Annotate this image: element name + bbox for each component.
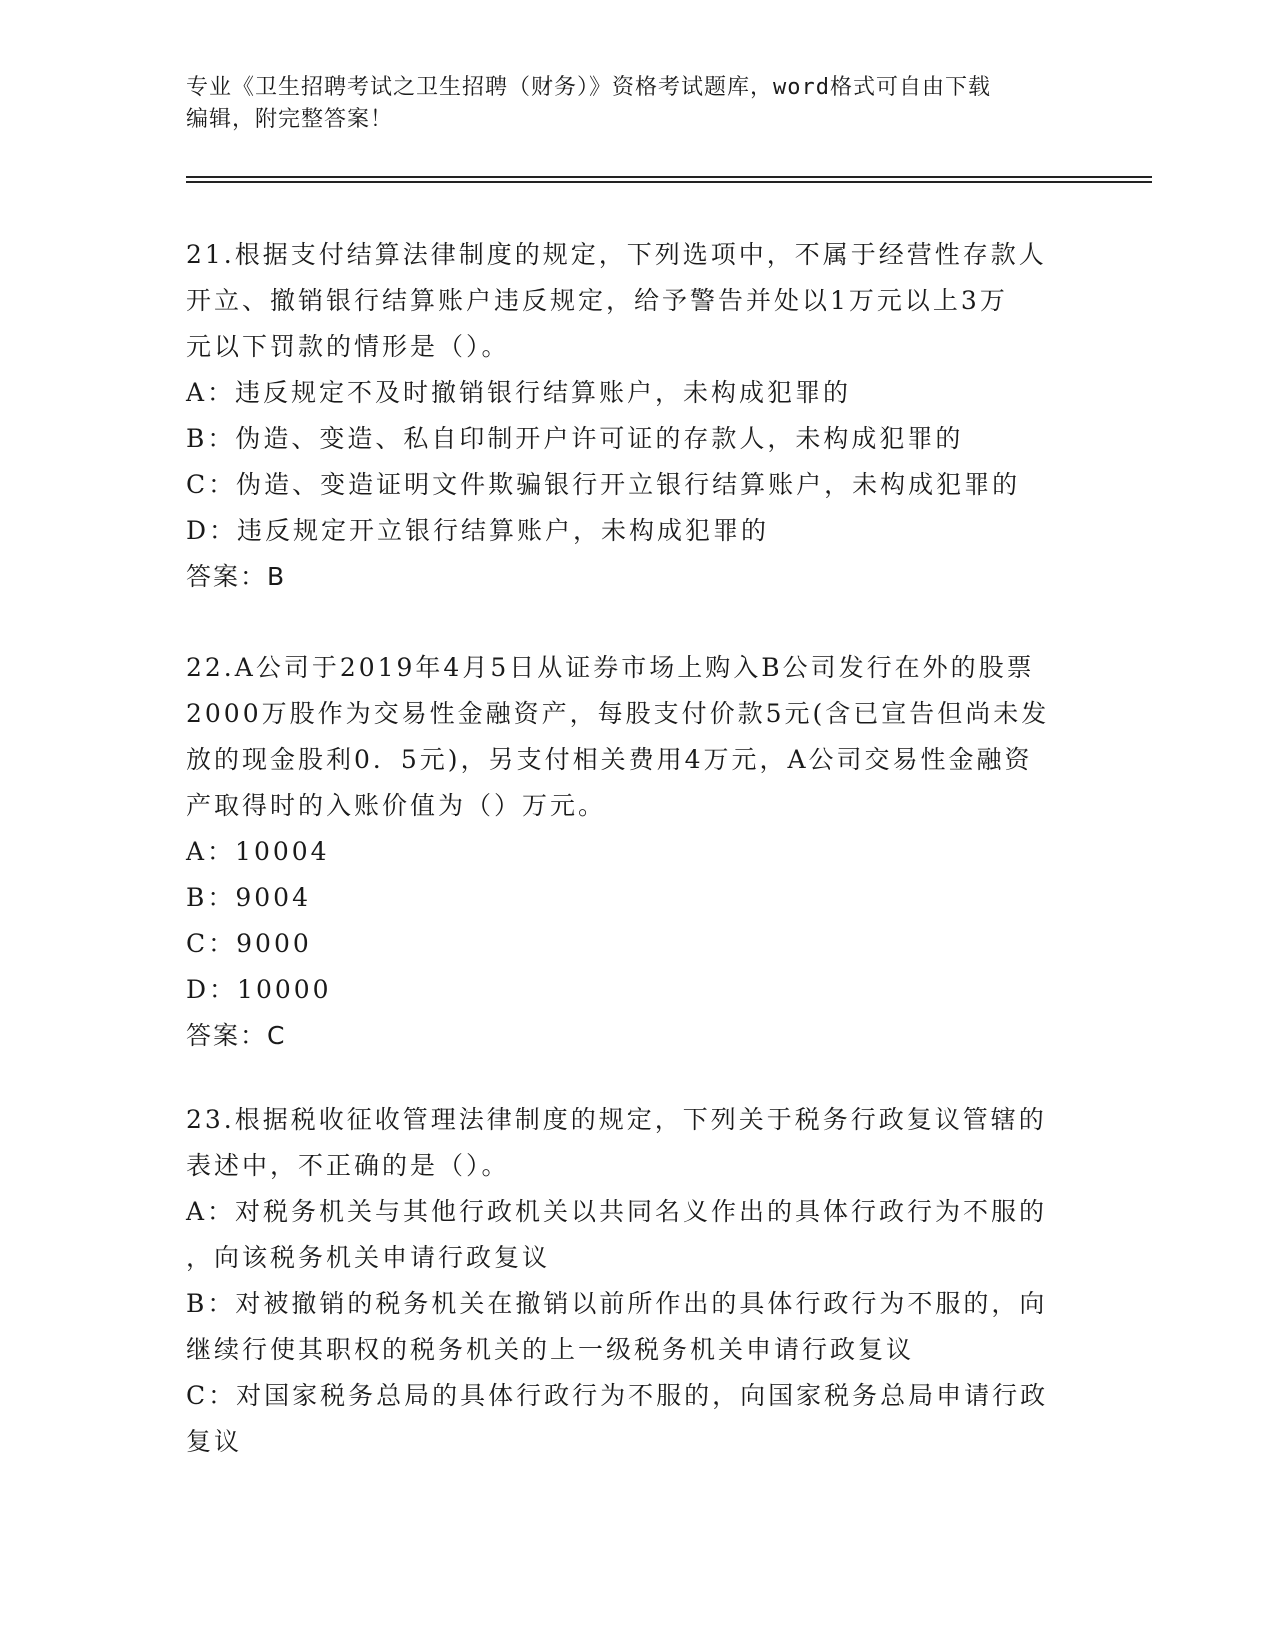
question-21 bbox=[186, 232, 1086, 600]
option-c: C：伪造、变造证明文件欺骗银行开立银行结算账户，未构成犯罪的 bbox=[186, 470, 1021, 499]
question-stem-line: 开立、撤销银行结算账户违反规定，给予警告并处以1万元以上3万 bbox=[186, 286, 1008, 315]
question-stem-line: 元以下罚款的情形是（）。 bbox=[186, 332, 510, 361]
question-stem-line: 产取得时的入账价值为（）万元。 bbox=[186, 791, 607, 820]
answer-line: 答案：B bbox=[186, 562, 287, 591]
question-stem-line: 23.根据税收征收管理法律制度的规定，下列关于税务行政复议管辖的 bbox=[186, 1105, 1047, 1134]
option-a-continued: ，向该税务机关申请行政复议 bbox=[186, 1243, 551, 1272]
question-stem-line: 22.A公司于2019年4月5日从证券市场上购入B公司发行在外的股票 bbox=[186, 653, 1035, 682]
question-23 bbox=[186, 1097, 1086, 1465]
question-stem-line: 21.根据支付结算法律制度的规定，下列选项中，不属于经营性存款人 bbox=[186, 240, 1047, 269]
option-c: C：对国家税务总局的具体行政行为不服的，向国家税务总局申请行政 bbox=[186, 1381, 1049, 1410]
option-a: A：对税务机关与其他行政机关以共同名义作出的具体行政行为不服的 bbox=[186, 1197, 1048, 1226]
option-d: D：10000 bbox=[186, 975, 332, 1004]
document-header bbox=[186, 72, 1066, 136]
header-line-1: 专业《卫生招聘考试之卫生招聘（财务）》资格考试题库，word格式可自由下载 bbox=[186, 75, 991, 100]
option-b: B：伪造、变造、私自印制开户许可证的存款人，未构成犯罪的 bbox=[186, 424, 964, 453]
question-stem-line: 表述中，不正确的是（）。 bbox=[186, 1151, 510, 1180]
header-divider-top bbox=[186, 176, 1152, 178]
option-c-continued: 复议 bbox=[186, 1427, 243, 1456]
option-c: C：9000 bbox=[186, 929, 312, 958]
question-22 bbox=[186, 645, 1086, 1059]
header-line-2: 编辑，附完整答案！ bbox=[186, 107, 394, 132]
header-divider-bottom bbox=[186, 181, 1152, 183]
option-d: D：违反规定开立银行结算账户，未构成犯罪的 bbox=[186, 516, 770, 545]
option-b: B：9004 bbox=[186, 883, 311, 912]
option-a: A：违反规定不及时撤销银行结算账户，未构成犯罪的 bbox=[186, 378, 852, 407]
option-a: A：10004 bbox=[186, 837, 330, 866]
question-stem-line: 2000万股作为交易性金融资产，每股支付价款5元(含已宣告但尚未发 bbox=[186, 699, 1050, 728]
question-stem-line: 放的现金股利0．5元)，另支付相关费用4万元，A公司交易性金融资 bbox=[186, 745, 1033, 774]
option-b-continued: 继续行使其职权的税务机关的上一级税务机关申请行政复议 bbox=[186, 1335, 915, 1364]
answer-line: 答案：C bbox=[186, 1021, 287, 1050]
option-b: B：对被撤销的税务机关在撤销以前所作出的具体行政行为不服的，向 bbox=[186, 1289, 1048, 1318]
